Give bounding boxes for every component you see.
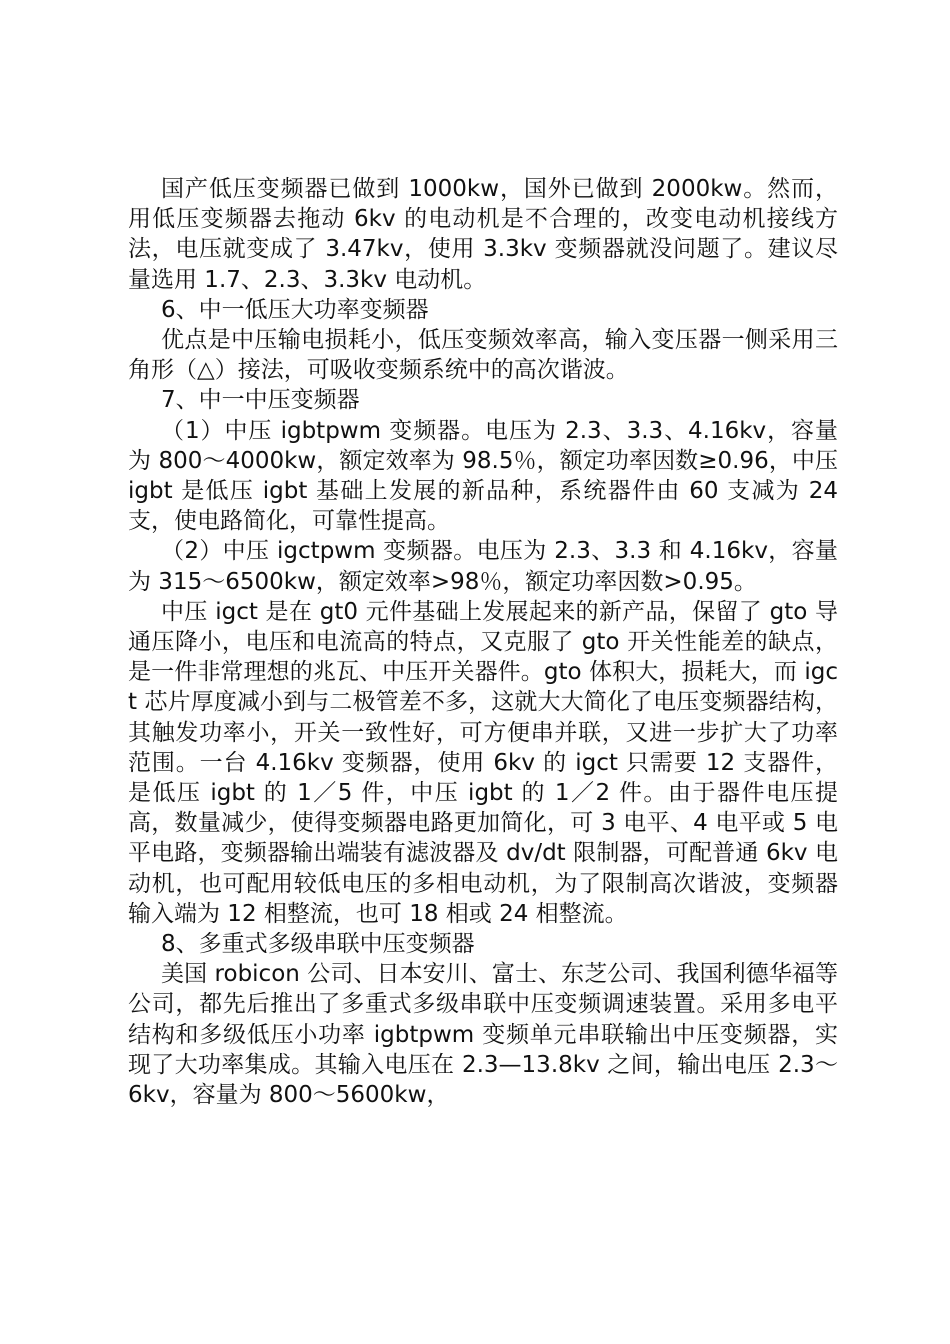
paragraph-igbtpwm: （1）中压 igbtpwm 变频器。电压为 2.3、3.3、4.16kv，容量为 800～4000kw，额定效率为 98.5％，额定功率因数≥0.96，中压 igbt 是低压 igbt 基础上发展的新品种，系统器件由 60 支减为 24 支，使电路简化，可靠性提高。 — [128, 417, 838, 535]
heading-section-6: 6、中一低压大功率变频器 — [161, 296, 429, 323]
heading-section-7: 7、中一中压变频器 — [161, 387, 360, 414]
document-page — [128, 174, 838, 1110]
heading-section-8: 8、多重式多级串联中压变频器 — [161, 931, 475, 958]
paragraph-igctpwm: （2）中压 igctpwm 变频器。电压为 2.3、3.3 和 4.16kv，容量为 315～6500kw，额定效率>98％，额定功率因数>0.95。 — [128, 538, 838, 595]
paragraph-multilevel-series: 美国 robicon 公司、日本安川、富士、东芝公司、我国利德华福等公司，都先后推出了多重式多级串联中压变频调速装置。采用多电平结构和多级低压小功率 igbtpwm 变频单元串联输出中压变频器，实现了大功率集成。其输入电压在 2.3—13.8kv 之间，输出电压 2.3～6kv，容量为 800～5600kw， — [128, 961, 838, 1109]
paragraph-low-voltage-inverters: 国产低压变频器已做到 1000kw，国外已做到 2000kw。然而，用低压变频器去拖动 6kv 的电动机是不合理的，改变电动机接线方法，电压就变成了 3.47kv，使用 3.3kv 变频器就没问题了。建议尽量选用 1.7、2.3、3.3kv 电动机。 — [128, 176, 838, 293]
paragraph-igct-details: 中压 igct 是在 gt0 元件基础上发展起来的新产品，保留了 gto 导通压降小，电压和电流高的特点，又克服了 gto 开关性能差的缺点，是一件非常理想的兆瓦、中压开关器件。gto 体积大，损耗大，而 igct 芯片厚度减小到与二极管差不多，这就大大简化了电压变频器结构，其触发功率小，开关一致性好，可方便串并联，又进一步扩大了功率范围。一台 4.16kv 变频器，使用 6kv 的 igct 只需要 12 支器件，是低压 igbt 的 1／5 件，中压 igbt 的 1／2 件。由于器件电压提高，数量减少，使得变频器电路更加简化，可 3 电平、4 电平或 5 电平电路，变频器输出端装有滤波器及 dv/dt 限制器，可配普通 6kv 电动机，也可配用较低电压的多相电动机，为了限制高次谐波，变频器输入端为 12 相整流，也可 18 相或 24 相整流。 — [128, 598, 838, 927]
paragraph-section-6-advantages: 优点是中压输电损耗小，低压变频效率高，输入变压器一侧采用三角形（△）接法，可吸收变频系统中的高次谐波。 — [128, 327, 838, 384]
